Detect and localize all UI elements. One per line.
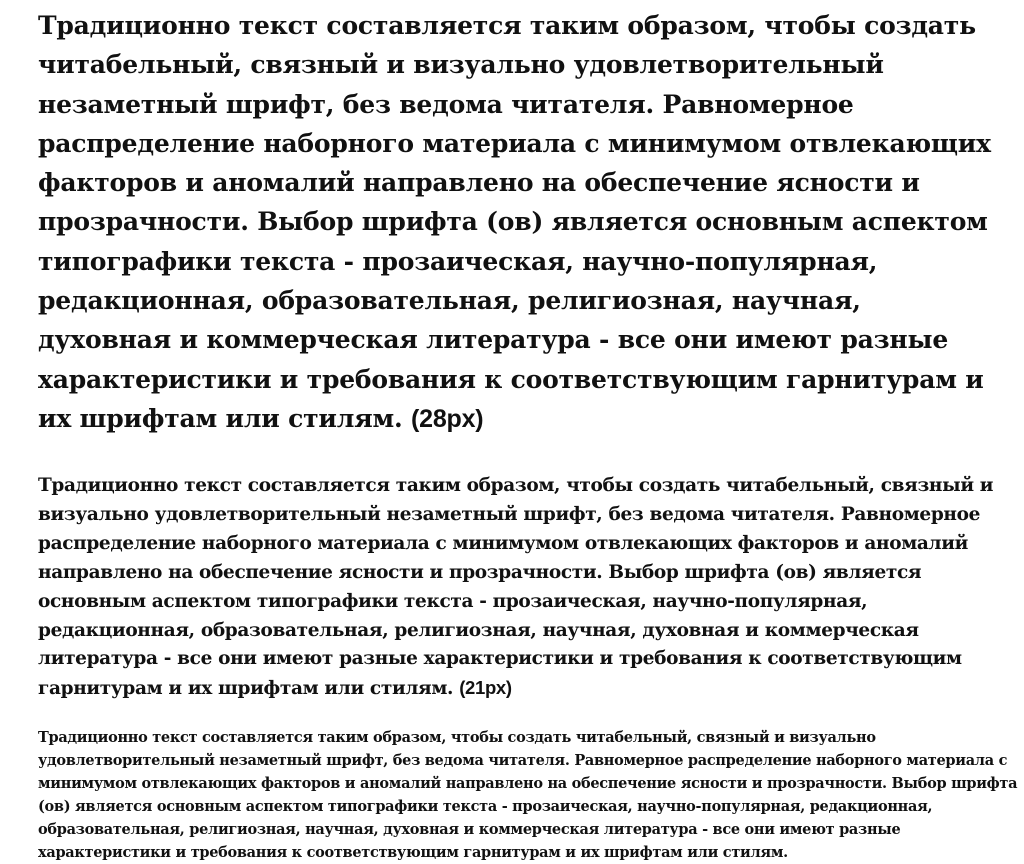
sample-paragraph-text: Традиционно текст составляется таким образом, чтобы создать читабельный, связный и визуально удовлетворительный незаметный шрифт, без ведома читателя. Равномерное распределение наборного материала с минимумом отвлекающих факторов и аномалий направлено на обеспечение ясности и прозрачности. Выбор шрифта (ов) является основным аспектом типографики текста - прозаическая, научно-популярная, редакционная, образовательная, религиозная, научная, духовная и коммерческая литература - все они имеют разные характеристики и требования к соответствующим гарнитурам и их шрифтам или стилям. — [38, 475, 994, 700]
sample-paragraph-text: Традиционно текст составляется таким образом, чтобы создать читабельный, связный и визуально удовлетворительный незаметный шрифт, без ведома читателя. Равномерное распределение наборного материала с минимумом отвлекающих факторов и аномалий направлено на обеспечение ясности и прозрачности. Выбор шрифта (ов) является основным аспектом типографики текста - прозаическая, научно-популярная, редакционная, образовательная, религиозная, научная, духовная и коммерческая литература - все они имеют разные характеристики и требования к соответствующим гарнитурам и их шрифтам или стилям. — [38, 11, 991, 433]
font-size-label: (21px) — [459, 677, 512, 699]
font-size-label: (28px) — [411, 404, 484, 433]
text-sample-28px — [38, 6, 1002, 439]
text-sample-small — [38, 726, 1024, 864]
text-sample-21px — [38, 472, 1002, 704]
sample-paragraph-text: Традиционно текст составляется таким образом, чтобы создать читабельный, связный и визуально удовлетворительный незаметный шрифт, без ведома читателя. Равномерное распределение наборного материала с минимумом отвлекающих факторов и аномалий направлено на обеспечение ясности и прозрачности. Выбор шрифта (ов) является основным аспектом типографики текста - прозаическая, научно-популярная, редакционная, образовательная, религиозная, научная, духовная и коммерческая литература - все они имеют разные характеристики и требования к соответствующим гарнитурам и их шрифтам или стилям. — [38, 729, 1018, 861]
